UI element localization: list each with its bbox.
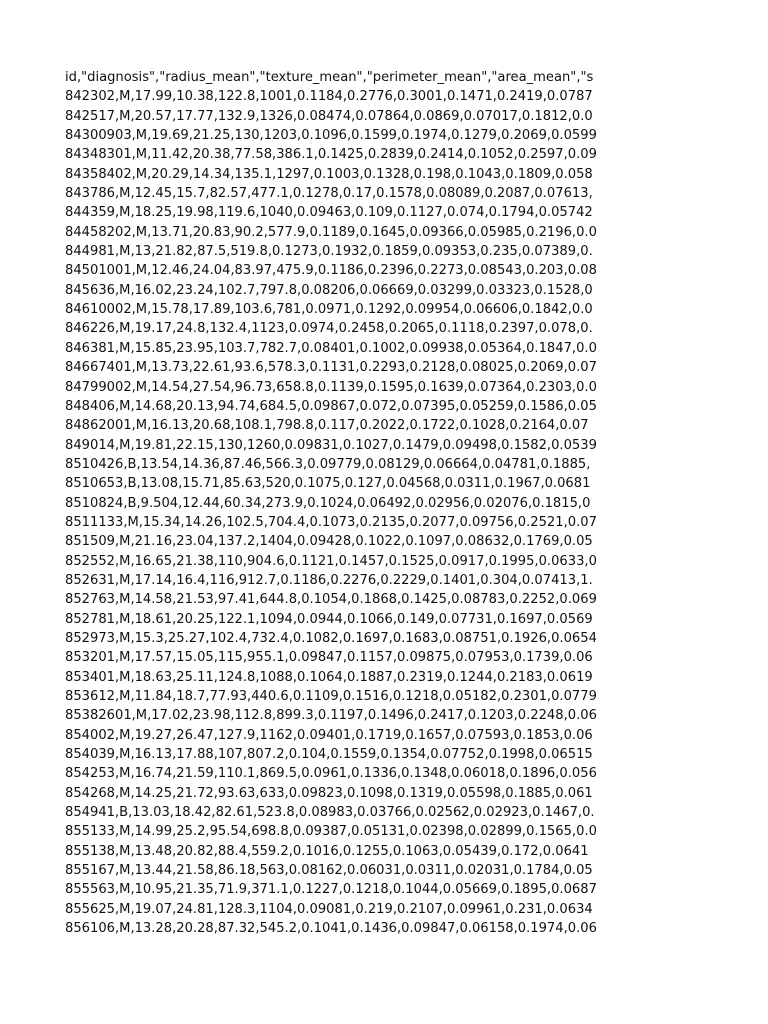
csv-data-line: 84667401,M,13.73,22.61,93.6,578.3,0.1131,0.2293,0.2128,0.08025,0.2069,0.07	[65, 360, 597, 376]
csv-data-line: 849014,M,19.81,22.15,130,1260,0.09831,0.1027,0.1479,0.09498,0.1582,0.0539	[65, 437, 597, 453]
csv-data-line: 8510653,B,13.08,15.71,85.63,520,0.1075,0.127,0.04568,0.0311,0.1967,0.0681	[65, 476, 591, 492]
csv-data-line: 852631,M,17.14,16.4,116,912.7,0.1186,0.2276,0.2229,0.1401,0.304,0.07413,1.	[65, 572, 593, 588]
csv-data-line: 843786,M,12.45,15.7,82.57,477.1,0.1278,0.17,0.1578,0.08089,0.2087,0.07613,	[65, 186, 593, 202]
csv-data-line: 854002,M,19.27,26.47,127.9,1162,0.09401,0.1719,0.1657,0.07593,0.1853,0.06	[65, 727, 593, 743]
csv-data-line: 84610002,M,15.78,17.89,103.6,781,0.0971,0.1292,0.09954,0.06606,0.1842,0.0	[65, 302, 593, 318]
csv-data-line: 842302,M,17.99,10.38,122.8,1001,0.1184,0.2776,0.3001,0.1471,0.2419,0.0787	[65, 89, 593, 105]
csv-data-line: 851509,M,21.16,23.04,137.2,1404,0.09428,0.1022,0.1097,0.08632,0.1769,0.05	[65, 534, 593, 550]
csv-data-line: 85382601,M,17.02,23.98,112.8,899.3,0.1197,0.1496,0.2417,0.1203,0.2248,0.06	[65, 708, 597, 724]
csv-data-line: 852781,M,18.61,20.25,122.1,1094,0.0944,0.1066,0.149,0.07731,0.1697,0.0569	[65, 611, 593, 627]
csv-data-line: 854268,M,14.25,21.72,93.63,633,0.09823,0.1098,0.1319,0.05598,0.1885,0.061	[65, 785, 593, 801]
csv-data-line: 855625,M,19.07,24.81,128.3,1104,0.09081,0.219,0.2107,0.09961,0.231,0.0634	[65, 901, 593, 917]
csv-data-line: 8510426,B,13.54,14.36,87.46,566.3,0.09779,0.08129,0.06664,0.04781,0.1885,	[65, 456, 591, 472]
csv-data-line: 854039,M,16.13,17.88,107,807.2,0.104,0.1559,0.1354,0.07752,0.1998,0.06515	[65, 747, 593, 763]
csv-data-line: 844981,M,13,21.82,87.5,519.8,0.1273,0.1932,0.1859,0.09353,0.235,0.07389,0.	[65, 244, 593, 260]
csv-data-line: 846226,M,19.17,24.8,132.4,1123,0.0974,0.2458,0.2065,0.1118,0.2397,0.078,0.	[65, 321, 593, 337]
csv-data-line: 84300903,M,19.69,21.25,130,1203,0.1096,0.1599,0.1974,0.1279,0.2069,0.0599	[65, 128, 597, 144]
csv-data-line: 848406,M,14.68,20.13,94.74,684.5,0.09867,0.072,0.07395,0.05259,0.1586,0.05	[65, 398, 597, 414]
csv-data-line: 84799002,M,14.54,27.54,96.73,658.8,0.1139,0.1595,0.1639,0.07364,0.2303,0.0	[65, 379, 597, 395]
csv-data-line: 854941,B,13.03,18.42,82.61,523.8,0.08983,0.03766,0.02562,0.02923,0.1467,0.	[65, 805, 595, 821]
csv-data-line: 845636,M,16.02,23.24,102.7,797.8,0.08206,0.06669,0.03299,0.03323,0.1528,0	[65, 282, 593, 298]
csv-data-line: 852973,M,15.3,25.27,102.4,732.4,0.1082,0.1697,0.1683,0.08751,0.1926,0.0654	[65, 630, 597, 646]
csv-data-line: 855133,M,14.99,25.2,95.54,698.8,0.09387,0.05131,0.02398,0.02899,0.1565,0.0	[65, 824, 597, 840]
csv-data-line: 855167,M,13.44,21.58,86.18,563,0.08162,0.06031,0.0311,0.02031,0.1784,0.05	[65, 863, 593, 879]
csv-data-line: 846381,M,15.85,23.95,103.7,782.7,0.08401,0.1002,0.09938,0.05364,0.1847,0.0	[65, 340, 597, 356]
csv-data-line: 84501001,M,12.46,24.04,83.97,475.9,0.1186,0.2396,0.2273,0.08543,0.203,0.08	[65, 263, 597, 279]
csv-data-line: 8510824,B,9.504,12.44,60.34,273.9,0.1024,0.06492,0.02956,0.02076,0.1815,0	[65, 495, 591, 511]
csv-data-line: 853401,M,18.63,25.11,124.8,1088,0.1064,0.1887,0.2319,0.1244,0.2183,0.0619	[65, 669, 593, 685]
csv-data-line: 84348301,M,11.42,20.38,77.58,386.1,0.1425,0.2839,0.2414,0.1052,0.2597,0.09	[65, 147, 597, 163]
csv-data-line: 853201,M,17.57,15.05,115,955.1,0.09847,0.1157,0.09875,0.07953,0.1739,0.06	[65, 650, 593, 666]
csv-data-line: 855563,M,10.95,21.35,71.9,371.1,0.1227,0.1218,0.1044,0.05669,0.1895,0.0687	[65, 882, 597, 898]
csv-data-line: 84862001,M,16.13,20.68,108.1,798.8,0.117,0.2022,0.1722,0.1028,0.2164,0.07	[65, 418, 589, 434]
csv-data-line: 852763,M,14.58,21.53,97.41,644.8,0.1054,0.1868,0.1425,0.08783,0.2252,0.069	[65, 592, 597, 608]
csv-data-line: 8511133,M,15.34,14.26,102.5,704.4,0.1073,0.2135,0.2077,0.09756,0.2521,0.07	[65, 514, 597, 530]
csv-data-line: 856106,M,13.28,20.28,87.32,545.2,0.1041,0.1436,0.09847,0.06158,0.1974,0.06	[65, 921, 597, 937]
csv-data-line: 853612,M,11.84,18.7,77.93,440.6,0.1109,0.1516,0.1218,0.05182,0.2301,0.0779	[65, 689, 597, 704]
csv-data-line: 84458202,M,13.71,20.83,90.2,577.9,0.1189,0.1645,0.09366,0.05985,0.2196,0.0	[65, 224, 597, 240]
csv-text-block	[65, 68, 617, 938]
csv-data-line: 855138,M,13.48,20.82,88.4,559.2,0.1016,0.1255,0.1063,0.05439,0.172,0.0641	[65, 843, 589, 859]
csv-data-line: 842517,M,20.57,17.77,132.9,1326,0.08474,0.07864,0.0869,0.07017,0.1812,0.0	[65, 108, 593, 124]
csv-data-line: 84358402,M,20.29,14.34,135.1,1297,0.1003,0.1328,0.198,0.1043,0.1809,0.058	[65, 166, 593, 182]
csv-data-line: 854253,M,16.74,21.59,110.1,869.5,0.0961,0.1336,0.1348,0.06018,0.1896,0.056	[65, 766, 597, 782]
csv-data-line: 844359,M,18.25,19.98,119.6,1040,0.09463,0.109,0.1127,0.074,0.1794,0.05742	[65, 205, 593, 221]
csv-header-line: id,"diagnosis","radius_mean","texture_mean","perimeter_mean","area_mean","s	[65, 70, 594, 85]
csv-data-line: 852552,M,16.65,21.38,110,904.6,0.1121,0.1457,0.1525,0.0917,0.1995,0.0633,0	[65, 553, 597, 569]
